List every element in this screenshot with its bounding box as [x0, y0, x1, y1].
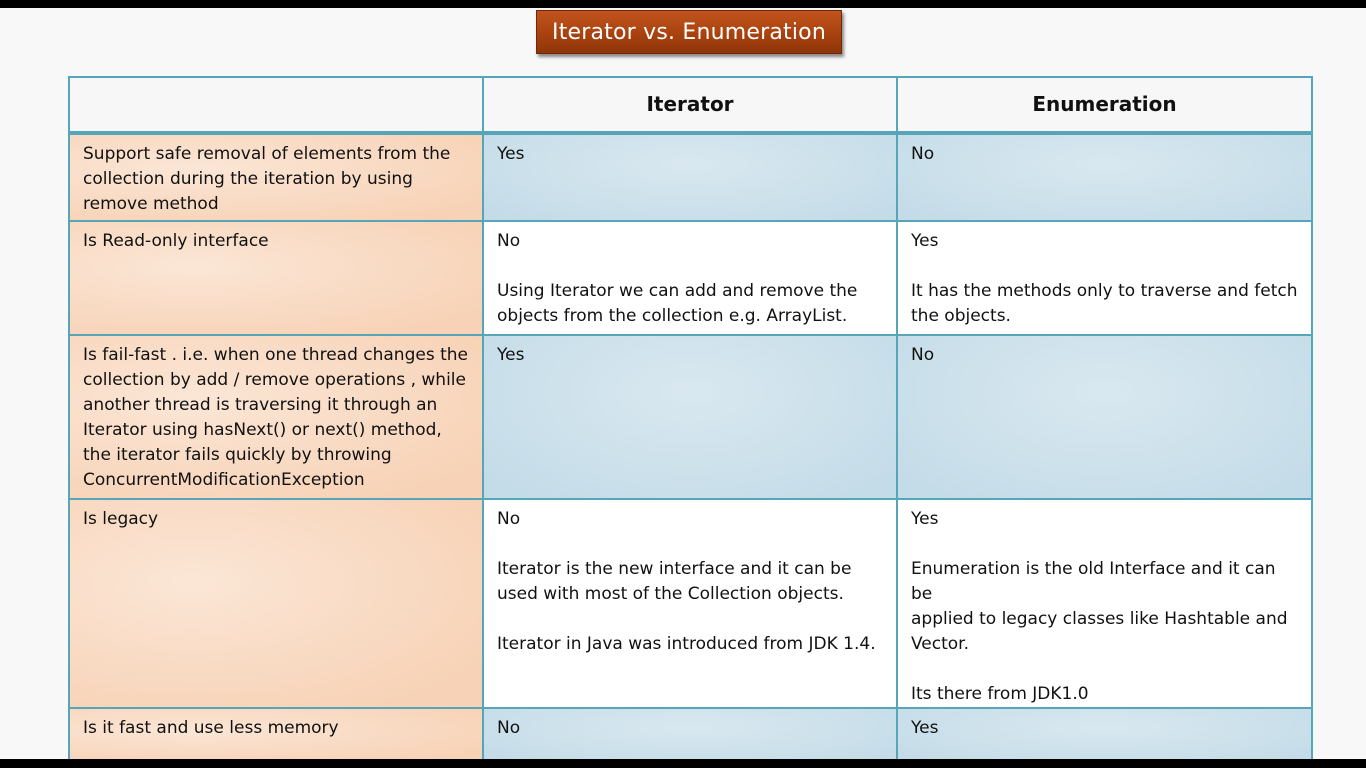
enumeration-cell: [897, 221, 1312, 335]
iterator-cell: [483, 133, 897, 221]
feature-text: Is it fast and use less memory: [83, 718, 339, 738]
iterator-value: Yes: [497, 144, 525, 164]
slide-title: [536, 10, 842, 54]
enumeration-note: It has the methods only to traverse and fetch the objects.: [911, 281, 1298, 326]
enumeration-note: Enumeration is the old Interface and it can be applied to legacy classes like Hashtable and Vector.: [911, 559, 1288, 654]
comparison-table: [68, 76, 1313, 764]
iterator-cell: [483, 499, 897, 708]
feature-text: Is Read-only interface: [83, 231, 269, 251]
enumeration-value: Yes: [911, 509, 939, 529]
feature-cell: [69, 133, 483, 221]
iterator-cell: [483, 335, 897, 499]
iterator-value: No: [497, 718, 521, 738]
header-feature: [69, 77, 483, 133]
feature-text: Is legacy: [83, 509, 159, 529]
iterator-note: Using Iterator we can add and remove the objects from the collection e.g. ArrayList.: [497, 281, 858, 326]
iterator-value: Yes: [497, 345, 525, 365]
table-row: [69, 499, 1312, 708]
header-enumeration: Enumeration: [897, 77, 1312, 133]
enumeration-cell: [897, 708, 1312, 763]
iterator-cell: [483, 221, 897, 335]
enumeration-note: Its there from JDK1.0: [911, 684, 1089, 704]
feature-cell: [69, 335, 483, 499]
enumeration-cell: [897, 133, 1312, 221]
feature-text: Is fail-fast . i.e. when one thread changes the collection by add / remove operations , while another thread is traversing it through an Iterator using hasNext() or next() method, the iterator fails quickly by throwing ConcurrentModificationException: [83, 345, 468, 490]
table-row: [69, 335, 1312, 499]
iterator-cell: [483, 708, 897, 763]
enumeration-value: No: [911, 345, 935, 365]
table-row: [69, 221, 1312, 335]
slide-title-text: Iterator vs. Enumeration: [552, 19, 826, 45]
iterator-note: Iterator is the new interface and it can be used with most of the Collection objects.: [497, 559, 852, 604]
enumeration-cell: [897, 499, 1312, 708]
feature-cell: [69, 499, 483, 708]
feature-cell: [69, 708, 483, 763]
feature-cell: [69, 221, 483, 335]
iterator-note: Iterator in Java was introduced from JDK 1.4.: [497, 634, 876, 654]
iterator-value: No: [497, 509, 521, 529]
enumeration-cell: [897, 335, 1312, 499]
header-iterator: Iterator: [483, 77, 897, 133]
header-row: [69, 77, 1312, 133]
table-row: [69, 708, 1312, 763]
bottom-black-bar: [0, 759, 1366, 768]
table-row: [69, 133, 1312, 221]
feature-text: Support safe removal of elements from the collection during the iteration by using remove method: [83, 144, 451, 214]
enumeration-value: No: [911, 144, 935, 164]
top-black-bar: [0, 0, 1366, 8]
enumeration-value: Yes: [911, 718, 939, 738]
enumeration-value: Yes: [911, 231, 939, 251]
iterator-value: No: [497, 231, 521, 251]
